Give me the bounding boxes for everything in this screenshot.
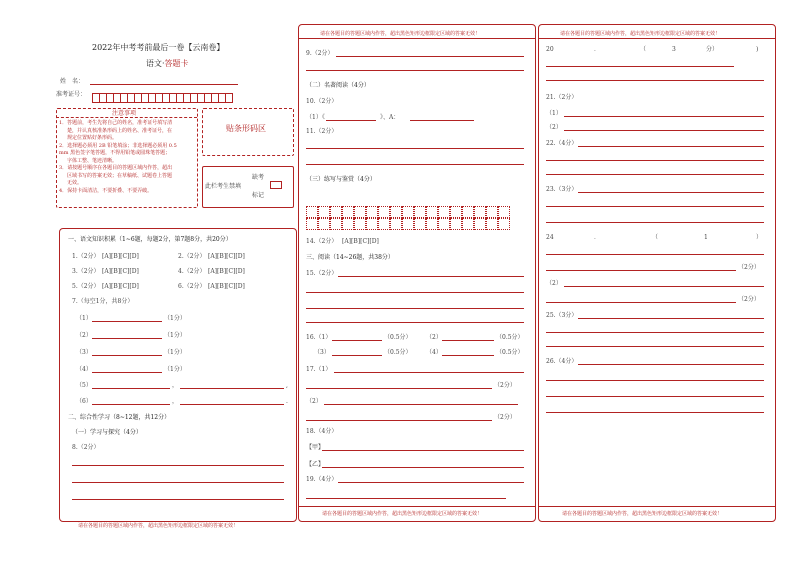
q8-label: 8.（2分） <box>72 444 100 451</box>
q17-2-pts: （2分） <box>494 414 516 421</box>
q17-1-line-2[interactable] <box>306 388 492 389</box>
q7-1-blank[interactable] <box>92 321 162 322</box>
col2-bottom-rule <box>298 506 535 507</box>
name-field[interactable] <box>90 84 238 85</box>
warning-col1: 请在各题目的答题区域内作答，超出黑色矩形边框限定区域的答案无效！ <box>78 523 239 529</box>
q9-line-2[interactable] <box>306 70 524 71</box>
q11-line-1[interactable] <box>306 148 524 149</box>
q16-2-blank[interactable] <box>442 340 494 341</box>
q17-2-line-2[interactable] <box>306 420 492 421</box>
q7-4-label: （4） <box>76 366 92 373</box>
q10-1-label: （1）《 <box>306 114 325 121</box>
q15-label: 15.（2分） <box>306 270 338 277</box>
q20-line-1[interactable] <box>546 66 734 67</box>
absent-label-b: 标记 <box>252 192 265 199</box>
q7-5-end: , <box>286 382 288 389</box>
q24-2-line-2[interactable] <box>546 302 736 303</box>
q4-label: 4.（2分） <box>178 268 206 275</box>
notice-line: 区域书写的答案无效；在草稿纸、试题卷上答题 <box>67 172 173 179</box>
absent-fill-label: 此栏考生禁填 <box>205 183 242 190</box>
q18-label: 18.（4分） <box>306 428 338 435</box>
q23-line-1[interactable] <box>578 192 764 193</box>
notice-line: 2．选择题必须用 2B 铅笔填涂；非选择题必须用 0.5 <box>59 142 177 149</box>
q24-1-pts: （2分） <box>738 264 760 271</box>
q18-b-line[interactable] <box>322 467 524 468</box>
q7-6-label: （6） <box>76 398 92 405</box>
q19-line-2[interactable] <box>306 498 506 499</box>
q19-line-1[interactable] <box>338 482 524 483</box>
q9-line-1[interactable] <box>336 56 524 57</box>
q8-line-2[interactable] <box>72 482 284 483</box>
section-2-title: 二、综合性学习（8~12题，共12分） <box>68 414 171 421</box>
q2-options[interactable]: [A][B][C][D] <box>208 253 245 260</box>
notice-line: 楚，并认真核准条形码上的姓名、准考证号，在 <box>67 127 173 134</box>
q21-2-label: （2） <box>546 124 562 131</box>
q16-1-label: 16.（1） <box>306 334 332 341</box>
q25-line-3[interactable] <box>546 346 764 347</box>
subtitle-answer-card: 答题卡 <box>164 59 189 68</box>
q26-line-4[interactable] <box>546 412 764 413</box>
q9-label: 9.（2分） <box>306 50 334 57</box>
q7-3-label: （3） <box>76 349 92 356</box>
q7-label: 7.（每空1分，共8分） <box>72 298 134 305</box>
q16-2-label: （2） <box>426 334 442 341</box>
col3-top-rule <box>538 38 775 39</box>
q7-1-pts: （1分） <box>164 315 186 322</box>
q24-end: ） <box>756 234 763 241</box>
q7-2-pts: （1分） <box>164 332 186 339</box>
q19-label: 19.（4分） <box>306 476 338 483</box>
q7-4-pts: （1分） <box>164 366 186 373</box>
q24-dot: ． <box>594 234 601 241</box>
id-label: 准考证号： <box>56 91 87 98</box>
notice-divider <box>56 117 197 118</box>
q17-1-pts: （2分） <box>494 382 516 389</box>
notice-title: 注意事项 <box>112 110 137 117</box>
notice-line: 4．保持卡面清洁，不要折叠、不要弄破。 <box>59 187 153 194</box>
q7-6-blank-b[interactable] <box>180 404 284 405</box>
q24-sub: 1 <box>704 234 708 241</box>
q20-dot: ． <box>594 46 601 53</box>
name-label: 姓 名： <box>60 78 85 85</box>
q16-3-label: （3） <box>314 349 330 356</box>
q20-unit: 分） <box>706 46 719 53</box>
barcode-label: 贴条形码区 <box>226 124 266 133</box>
q26-line-2[interactable] <box>546 380 764 381</box>
page-title: 2022年中考考前最后一卷【云南卷】 <box>92 43 225 52</box>
q3-label: 3.（2分） <box>72 268 100 275</box>
q1-label: 1.（2分） <box>72 253 100 260</box>
q7-5-blank-b[interactable] <box>180 388 284 389</box>
q7-2-label: （2） <box>76 332 92 339</box>
q2-label: 2.（2分） <box>178 253 206 260</box>
q26-line-3[interactable] <box>546 396 764 397</box>
q7-3-pts: （1分） <box>164 349 186 356</box>
q7-5-comma: ， <box>172 382 179 389</box>
q24-2-label: （2） <box>546 280 562 287</box>
q20-num: 20 <box>546 46 554 53</box>
q18-b-label: 【乙】 <box>306 461 325 468</box>
notice-line: mm 黑色签字笔答题，不得用铅笔或圆珠笔答题； <box>59 150 171 156</box>
q14-options[interactable]: [A][B][C][D] <box>342 238 379 245</box>
q7-6-blank-a[interactable] <box>92 404 170 405</box>
q15-line-4[interactable] <box>306 322 524 323</box>
section-3-title: 三、阅读（14~26题，共38分） <box>306 254 394 261</box>
q23-line-3[interactable] <box>546 222 764 223</box>
q24-1-line-1[interactable] <box>546 254 764 255</box>
q16-3-blank[interactable] <box>332 355 382 356</box>
notice-line: 规定位置贴好条形码。 <box>67 135 118 141</box>
notice-line: 1．答题前，考生先将自己的姓名，准考证号填写清 <box>59 120 173 126</box>
q17-1-label: 17.（1） <box>306 366 332 373</box>
col2-top-rule <box>298 38 535 39</box>
q6-label: 6.（2分） <box>178 283 206 290</box>
q22-line-2[interactable] <box>546 160 764 161</box>
q23-line-2[interactable] <box>546 206 764 207</box>
warning-col3-bottom: 请在各题目的答题区域内作答，超出黑色矩形边框限定区域的答案无效！ <box>562 511 723 517</box>
q3-options[interactable]: [A][B][C][D] <box>102 268 139 275</box>
q11-line-2[interactable] <box>306 164 524 165</box>
q7-1-label: （1） <box>76 315 92 322</box>
q10-1-tail: 》、A： <box>380 114 400 121</box>
q5-label: 5.（2分） <box>72 283 100 290</box>
q25-label: 25.（3分） <box>546 312 578 319</box>
id-boxes[interactable] <box>92 88 232 107</box>
q23-label: 23.（3分） <box>546 186 578 193</box>
q17-1-line-1[interactable] <box>334 372 524 373</box>
warning-col2-top: 请在各题目的答题区域内作答，超出黑色矩形边框限定区域的答案无效！ <box>320 31 481 37</box>
q7-6-end: . <box>286 398 288 405</box>
q14-label: 14.（2分） <box>306 238 338 245</box>
q10-label: 10.（2分） <box>306 98 338 105</box>
writing-grid[interactable] <box>306 206 510 218</box>
page-subtitle <box>146 58 189 69</box>
q20-score: 3 <box>672 46 676 53</box>
q18-a-label: 【甲】 <box>306 444 325 451</box>
q21-2-line[interactable] <box>564 130 764 131</box>
q15-line-3[interactable] <box>306 308 524 309</box>
q20-paren: （ <box>640 46 647 53</box>
q21-label: 21.（2分） <box>546 94 578 101</box>
q5-options[interactable]: [A][B][C][D] <box>102 283 139 290</box>
writing-grid-row2[interactable] <box>306 218 510 230</box>
q25-line-2[interactable] <box>546 332 764 333</box>
q10-1-blank-b[interactable] <box>410 120 474 121</box>
absent-label-a: 缺考 <box>252 174 265 181</box>
warning-col2-bottom: 请在各题目的答题区域内作答，超出黑色矩形边框限定区域的答案无效！ <box>322 511 483 517</box>
q18-a-line[interactable] <box>322 450 524 451</box>
q22-line-3[interactable] <box>546 174 764 175</box>
q16-4-pts: （0.5分） <box>496 349 524 356</box>
q16-1-pts: （0.5分） <box>384 334 412 341</box>
q24-paren: （ <box>652 234 659 241</box>
subsection-2-title: （二）名著阅读（4分） <box>306 82 370 89</box>
q16-1-blank[interactable] <box>332 340 382 341</box>
warning-col3-top: 请在各题目的答题区域内作答，超出黑色矩形边框限定区域的答案无效！ <box>560 31 721 37</box>
q22-label: 22.（4分） <box>546 140 578 147</box>
q1-options[interactable]: [A][B][C][D] <box>102 253 139 260</box>
q10-1-blank[interactable] <box>326 120 376 121</box>
q7-2-blank[interactable] <box>92 338 162 339</box>
q15-line-1[interactable] <box>338 276 524 277</box>
q24-2-pts: （2分） <box>738 296 760 303</box>
q17-2-label: （2） <box>306 398 322 405</box>
q16-4-label: （4） <box>426 349 442 356</box>
q6-options[interactable]: [A][B][C][D] <box>208 283 245 290</box>
notice-list <box>59 120 177 195</box>
q8-line-3[interactable] <box>72 499 284 500</box>
q16-4-blank[interactable] <box>442 355 494 356</box>
q7-4-blank[interactable] <box>92 372 162 373</box>
q24-2-line-1[interactable] <box>564 286 764 287</box>
q7-6-comma: ， <box>172 398 179 405</box>
q24-num: 24 <box>546 234 554 241</box>
col3-bottom-rule <box>538 506 775 507</box>
q20-end: ) <box>756 46 759 53</box>
q21-1-label: （1） <box>546 110 562 117</box>
subtitle-subject: 语文· <box>146 59 165 68</box>
q26-line-1[interactable] <box>578 364 764 365</box>
q17-2-line-1[interactable] <box>324 404 518 405</box>
q16-3-pts: （0.5分） <box>384 349 412 356</box>
q4-options[interactable]: [A][B][C][D] <box>208 268 245 275</box>
absent-checkbox[interactable] <box>270 181 282 189</box>
notice-line: 无效。 <box>67 180 83 186</box>
notice-line: 3．请按题号顺序在各题目的答题区域内作答，超出 <box>59 165 173 171</box>
q7-3-blank[interactable] <box>92 355 162 356</box>
q26-label: 26.（4分） <box>546 358 578 365</box>
q16-2-pts: （0.5分） <box>496 334 524 341</box>
notice-line: 字体工整、笔迹清晰。 <box>67 157 118 164</box>
subsection-3-title: （三）练写与鉴赏（4分） <box>306 176 376 183</box>
q20-line-2[interactable] <box>546 80 764 81</box>
q7-5-blank-a[interactable] <box>92 388 170 389</box>
q24-1-line-2[interactable] <box>546 270 736 271</box>
q22-line-1[interactable] <box>578 146 764 147</box>
q11-label: 11.（2分） <box>306 128 338 135</box>
q25-line-1[interactable] <box>578 318 764 319</box>
q21-1-line[interactable] <box>564 116 764 117</box>
q8-line-1[interactable] <box>72 465 284 466</box>
subsection-1-title: （一）学习与探究（4分） <box>72 429 142 436</box>
q7-5-label: （5） <box>76 382 92 389</box>
section-1-title: 一、语文知识积累（1~6题，每题2分，第7题8分，共20分） <box>68 236 232 243</box>
q15-line-2[interactable] <box>306 292 524 293</box>
